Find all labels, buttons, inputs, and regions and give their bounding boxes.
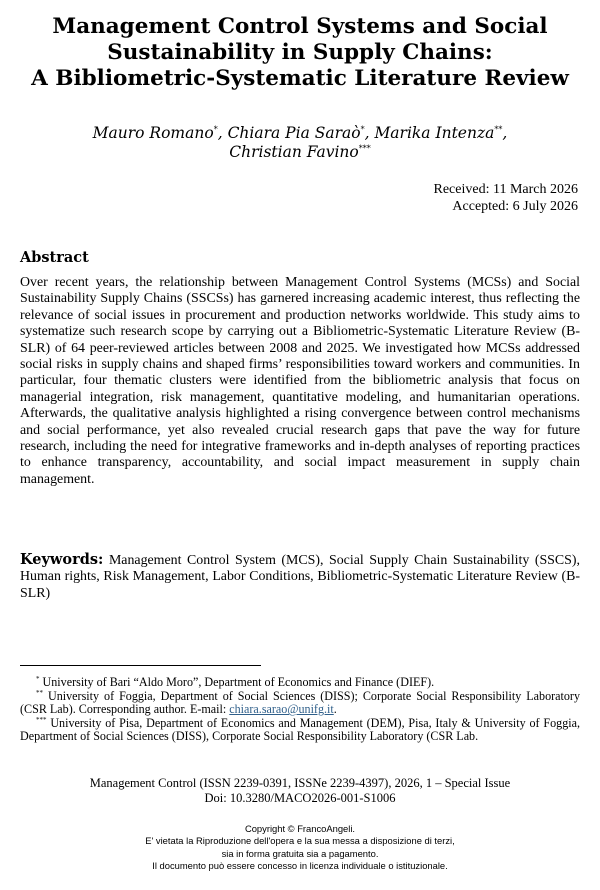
- author-name: Chiara Pia Saraò: [227, 124, 361, 142]
- abstract-text: Over recent years, the relationship between Management Control Systems (MCSs) and Social Sustainability Supply Chains (SSCSs) has garnered increasing academic interest, thus reflecting the relevance of social issues in procurement and production networks worldwide. This study aims to systematize such research scope by carrying out a Bibliometric-Systematic Literature Review (B-SLR) of 64 peer-reviewed articles between 2008 and 2025. We investigated how MCSs addressed social risks in supply chains and shaped firms’ responsibilities toward workers and communities. In particular, four thematic clusters were identified from the bibliometric analysis that focus on managerial integration, risk management, quantitative modeling, and humanitarian operations. Afterwards, the qualitative analysis highlighted a rising convergence between control mechanisms and social performance, yet also revealed crucial research gaps that pave the way for future research, including the need for integrative frameworks and in-depth analyses of reporting practices to enhance transparency, accountability, and social impact measurement in supply chain management.: [20, 275, 580, 487]
- author-separator: ,: [364, 124, 375, 142]
- footnote-end: .: [333, 702, 337, 717]
- author-separator: ,: [502, 124, 508, 142]
- copyright-line-2: E' vietata la Riproduzione dell'opera e la sua messa a disposizione di terzi,: [145, 835, 455, 847]
- footnote-text: University of Bari “Aldo Moro”, Department of Economics and Finance (DIEF).: [42, 675, 435, 689]
- footnote-text: University of Foggia, Department of Social Sciences (DISS); Corporate Social Responsibility Laboratory (CSR Lab). Corresponding author. E-mail:: [20, 688, 580, 717]
- footnote-1: [20, 676, 580, 690]
- submission-dates: [434, 181, 579, 215]
- keywords-label: Keywords:: [20, 551, 104, 568]
- author-name: Mauro Romano: [92, 124, 214, 142]
- footnote-mark: *: [36, 674, 40, 683]
- author-list: [20, 124, 580, 162]
- author-separator: ,: [217, 124, 228, 142]
- author-name: Christian Favino: [229, 143, 359, 161]
- title-line-2: Sustainability in Supply Chains:: [107, 40, 493, 65]
- footnote-2: [20, 690, 580, 717]
- copyright-notice: [20, 823, 580, 872]
- author-name: Marika Intenza: [374, 124, 495, 142]
- journal-citation: Management Control (ISSN 2239-0391, ISSNe 2239-4397), 2026, 1 – Special Issue: [89, 776, 511, 790]
- copyright-line-4: Il documento può essere concesso in licenza individuale o istituzionale.: [152, 859, 448, 871]
- footnote-3: [20, 717, 580, 744]
- author-affiliation-mark: **: [494, 124, 503, 134]
- paper-title: [20, 14, 580, 92]
- copyright-line-3: sia in forma gratuita sia a pagamento.: [221, 847, 379, 859]
- keywords-text: Management Control System (MCS), Social Supply Chain Sustainability (SSCS), Human rights, Risk Management, Labor Conditions, Bibliometric-Systematic Literature Review (B-SLR): [20, 553, 580, 601]
- footnote-text: University of Pisa, Department of Economics and Management (DEM), Pisa, Italy & University of Foggia, Department of Social Sciences (DISS), Corporate Social Responsibility Laboratory (CSR Lab.: [20, 715, 580, 744]
- footnotes: [20, 676, 580, 744]
- author-affiliation-mark: *: [213, 124, 218, 134]
- journal-info: [20, 776, 580, 805]
- footnote-divider: [20, 665, 261, 666]
- accepted-date: Accepted: 6 July 2026: [452, 199, 578, 214]
- journal-doi: Doi: 10.3280/MACO2026-001-S1006: [204, 790, 396, 805]
- received-date: Received: 11 March 2026: [433, 182, 578, 197]
- author-affiliation-mark: *: [360, 124, 365, 134]
- authors-line-2: [20, 143, 580, 162]
- title-line-3: A Bibliometric-Systematic Literature Review: [31, 66, 569, 91]
- footnote-mark: **: [36, 688, 43, 697]
- authors-line-1: [20, 124, 580, 143]
- keywords-section: [20, 552, 580, 602]
- title-line-1: Management Control Systems and Social: [52, 14, 548, 39]
- corresponding-email-link[interactable]: chiara.sarao@unifg.it: [229, 702, 334, 717]
- footnote-mark: ***: [36, 715, 47, 724]
- copyright-line-1: Copyright © FrancoAngeli.: [244, 823, 356, 834]
- abstract-heading: Abstract: [20, 249, 89, 266]
- author-affiliation-mark: ***: [358, 143, 371, 153]
